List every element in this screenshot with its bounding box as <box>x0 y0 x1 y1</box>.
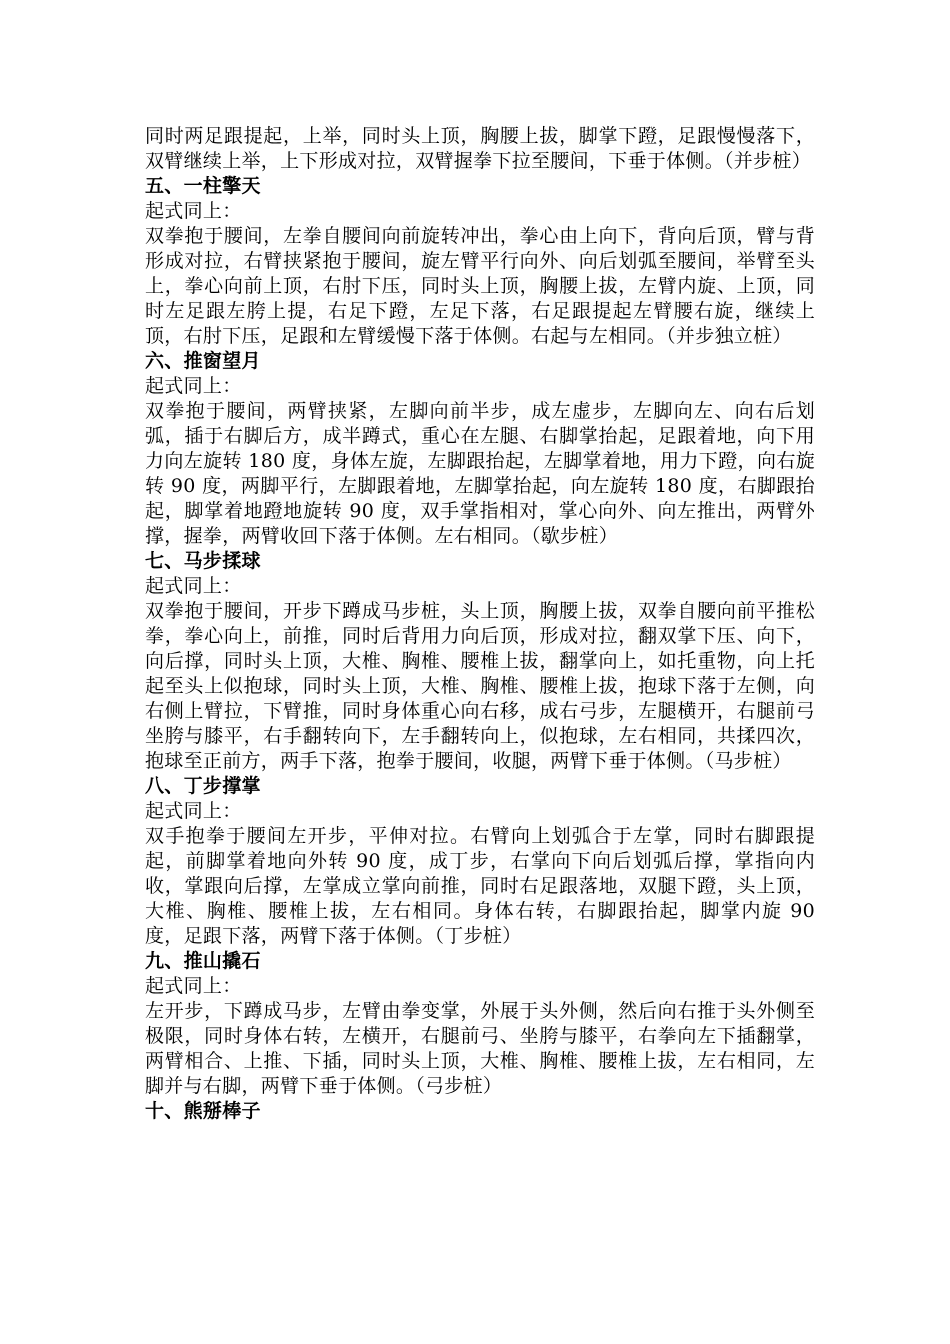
section-subtitle: 起式同上： <box>145 200 242 222</box>
section-subtitle: 起式同上： <box>145 975 242 997</box>
section-5 <box>145 174 815 349</box>
section-9 <box>145 949 815 1099</box>
document-body <box>145 124 815 1124</box>
section-body: 双拳抱于腰间，开步下蹲成马步桩，头上顶，胸腰上拔，双拳自腰向前平推松拳，拳心向上，前推，同时后背用力向后顶，形成对拉，翻双掌下压、向下，向后撑，同时头上顶，大椎、胸椎、腰椎上拔，翻掌向上，如托重物，向上托起至头上似抱球，同时头上顶，大椎、胸椎、腰椎上拔，抱球下落于左侧，向右侧上臂拉，下臂推，同时身体重心向右移，成右弓步，左腿横开，右腿前弓坐胯与膝平，右手翻转向下，左手翻转向上，似抱球，左右相同，共揉四次，抱球至正前方，两手下落，抱拳于腰间，收腿，两臂下垂于体侧。（马步桩） <box>145 600 815 772</box>
section-subtitle: 起式同上： <box>145 375 242 397</box>
section-body: 左开步，下蹲成马步，左臂由拳变掌，外展于头外侧，然后向右推于头外侧至极限，同时身体右转，左横开，右腿前弓、坐胯与膝平，右拳向左下插翻掌，两臂相合、上推、下插，同时头上顶，大椎、胸椎、腰椎上拔，左右相同，左脚并与右脚，两臂下垂于体侧。（弓步桩） <box>145 1000 815 1097</box>
section-8 <box>145 774 815 949</box>
section-body: 双手抱拳于腰间左开步，平伸对拉。右臂向上划弧合于左掌，同时右脚跟提起，前脚掌着地向外转 90 度，成丁步，右掌向下向后划弧后撑，掌指向内收，掌跟向后撑，左掌成立掌向前推，同时右足跟落地，双腿下蹬，头上顶，大椎、胸椎、腰椎上拔，左右相同。身体右转，右脚跟抬起，脚掌内旋 90 度，足跟下落，两臂下落于体侧。（丁步桩） <box>145 825 815 947</box>
section-title: 六、推窗望月 <box>145 350 261 372</box>
section-subtitle: 起式同上： <box>145 800 242 822</box>
section-body: 双拳抱于腰间，左拳自腰间向前旋转冲出，拳心由上向下，背向后顶，臂与背形成对拉，右臂挟紧抱于腰间，旋左臂平行向外、向后划弧至腰间，举臂至头上，拳心向前上顶，右肘下压，同时头上顶，胸腰上拔，左臂内旋、上顶，同时左足跟左胯上提，右足下蹬，左足下落，右足跟提起左臂腰右旋，继续上顶，右肘下压，足跟和左臂缓慢下落于体侧。右起与左相同。（并步独立桩） <box>145 225 815 347</box>
intro-paragraph: 同时两足跟提起，上举，同时头上顶，胸腰上拔，脚掌下蹬，足跟慢慢落下，双臂继续上举，上下形成对拉，双臂握拳下拉至腰间，下垂于体侧。（并步桩） <box>145 125 815 172</box>
section-title: 十、熊掰棒子 <box>145 1100 261 1122</box>
section-title: 五、一柱擎天 <box>145 175 261 197</box>
section-title: 七、马步揉球 <box>145 550 261 572</box>
section-body: 双拳抱于腰间，两臂挟紧，左脚向前半步，成左虚步，左脚向左、向右后划弧，插于右脚后方，成半蹲式，重心在左腿、右脚掌抬起，足跟着地，向下用力向左旋转 180 度，身体左旋，左脚跟抬起，左脚掌着地，用力下蹬，向右旋转 90 度，两脚平行，左脚跟着地，左脚掌抬起，向左旋转 180 度，右脚跟抬起，脚掌着地蹬地旋转 90 度，双手掌指相对，掌心向外、向左推出，两臂外撑，握拳，两臂收回下落于体侧。左右相同。（歇步桩） <box>145 400 815 547</box>
section-10 <box>145 1099 815 1124</box>
section-6 <box>145 349 815 549</box>
section-7 <box>145 549 815 774</box>
section-title: 八、丁步撑掌 <box>145 775 261 797</box>
section-title: 九、推山撬石 <box>145 950 261 972</box>
section-subtitle: 起式同上： <box>145 575 242 597</box>
